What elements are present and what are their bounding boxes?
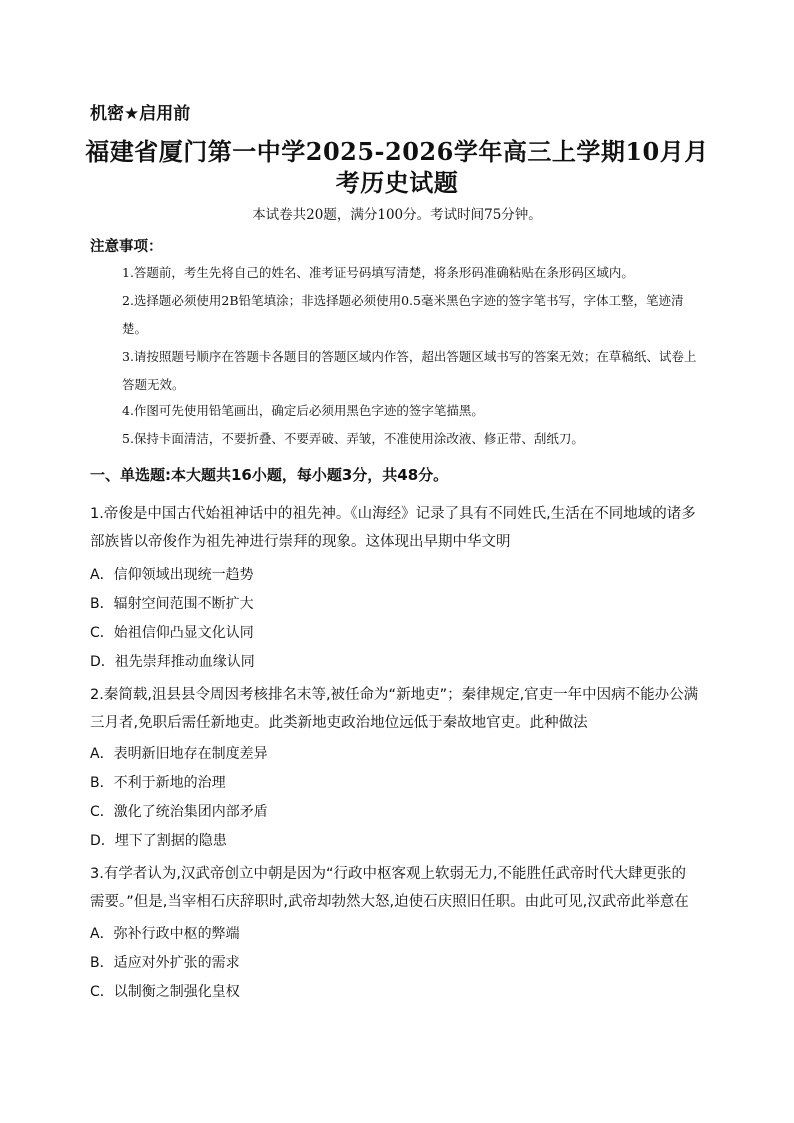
question-option: D．埋下了割据的隐患 bbox=[90, 833, 227, 849]
confidential-label: 机密★启用前 bbox=[90, 104, 191, 124]
question-option: A．信仰领域出现统一趋势 bbox=[90, 567, 254, 583]
question-option: D．祖先崇拜推动血缘认同 bbox=[90, 654, 255, 670]
question-option: C．激化了统治集团内部矛盾 bbox=[90, 804, 268, 820]
notice-item: 5.保持卡面清洁，不要折叠、不要弄破、弄皱，不准使用涂改液、修正带、刮纸刀。 bbox=[122, 431, 584, 446]
question-option: A．弥补行政中枢的弊端 bbox=[90, 926, 240, 942]
notice-heading: 注意事项： bbox=[90, 239, 163, 255]
notice-item: 2.选择题必须使用2B铅笔填涂；非选择题必须使用0.5毫米黑色字迹的签字笔书写，字体工整，笔迹清楚。 bbox=[122, 293, 684, 336]
question-option: B．适应对外扩张的需求 bbox=[90, 955, 240, 971]
section-title: 一、单选题:本大题共16小题，每小题3分，共48分。 bbox=[90, 466, 449, 484]
question-option: C．始祖信仰凸显文化认同 bbox=[90, 625, 254, 641]
question-option: A．表明新旧地存在制度差异 bbox=[90, 746, 268, 762]
exam-intro: 本试卷共20题，满分100分。考试时间75分钟。 bbox=[252, 207, 542, 223]
question-option: B．辐射空间范围不断扩大 bbox=[90, 596, 254, 612]
exam-title-line2: 考历史试题 bbox=[335, 168, 459, 197]
question-option: C．以制衡之制强化皇权 bbox=[90, 984, 240, 1000]
notice-item: 1.答题前，考生先将自己的姓名、准考证号码填写清楚，将条形码准确粘贴在条形码区域内。 bbox=[122, 265, 634, 280]
question-stem: 3.有学者认为,汉武帝创立中朝是因为“行政中枢客观上软弱无力,不能胜任武帝时代大肆更张的需要。”但是,当宰相石庆辞职时,武帝却勃然大怒,迫使石庆照旧任职。由此可见,汉武帝此举意在 bbox=[90, 866, 689, 910]
question-stem: 1.帝俊是中国古代始祖神话中的祖先神。《山海经》记录了具有不同姓氏,生活在不同地域的诸多部族皆以帝俊作为祖先神进行崇拜的现象。这体现出早期中华文明 bbox=[90, 506, 696, 550]
notice-item: 3.请按照题号顺序在答题卡各题目的答题区域内作答，超出答题区域书写的答案无效；在草稿纸、试卷上答题无效。 bbox=[122, 349, 697, 392]
question-option: B．不利于新地的治理 bbox=[90, 775, 226, 791]
exam-title-line1: 福建省厦门第一中学2025-2026学年高三上学期10月月 bbox=[85, 137, 709, 166]
notice-item: 4.作图可先使用铅笔画出，确定后必须用黑色字迹的签字笔描黑。 bbox=[122, 403, 484, 418]
question-stem: 2.秦简载,沮县县令周因考核排名末等,被任命为“新地吏”；秦律规定,官吏一年中因病不能办公满三月者,免职后需任新地吏。此类新地吏政治地位远低于秦故地官吏。此种做法 bbox=[90, 687, 699, 731]
